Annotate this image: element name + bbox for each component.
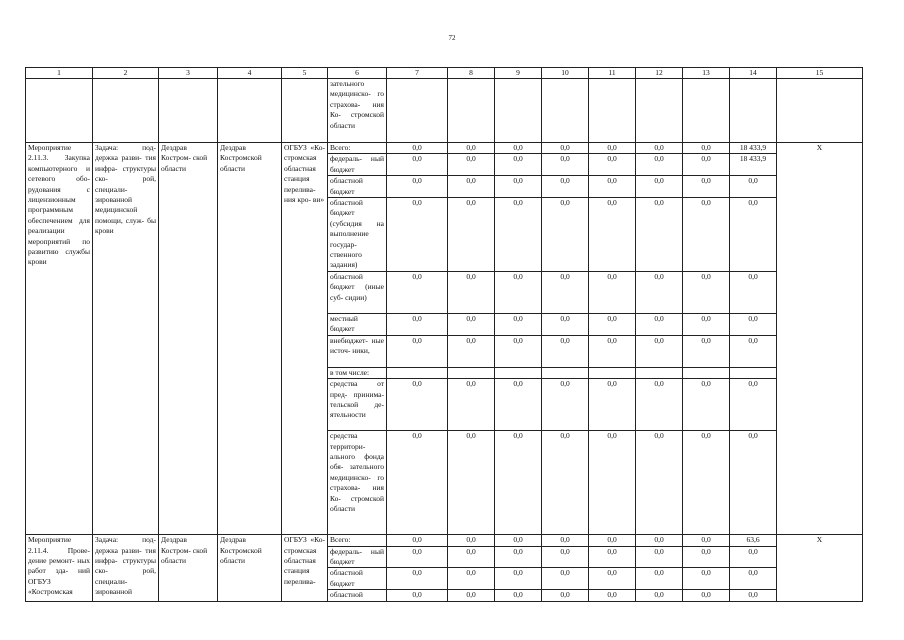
- value-cell: 0,0: [495, 546, 542, 568]
- value-cell: 0,0: [448, 535, 495, 546]
- value-cell: 0,0: [636, 176, 683, 198]
- value-cell: 0,0: [589, 143, 636, 154]
- value-cell: 0,0: [683, 590, 730, 601]
- value-cell: 0,0: [636, 546, 683, 568]
- value-cell: 0,0: [636, 198, 683, 272]
- value-cell: 0,0: [730, 431, 777, 535]
- value-cell: 0,0: [589, 335, 636, 367]
- value-cell: [730, 367, 777, 378]
- value-cell: 0,0: [589, 590, 636, 601]
- value-cell: 0,0: [636, 431, 683, 535]
- m2-col4: Дездрав Костромской области: [218, 535, 282, 601]
- header-col-6: 6: [328, 68, 387, 79]
- funding-source: местный бюджет: [328, 313, 387, 335]
- value-cell: 0,0: [495, 590, 542, 601]
- value-cell: 0,0: [387, 143, 448, 154]
- value-cell: 0,0: [495, 154, 542, 176]
- value-cell: [683, 367, 730, 378]
- value-cell: 0,0: [683, 379, 730, 431]
- value-cell: 0,0: [448, 143, 495, 154]
- value-cell: 0,0: [730, 379, 777, 431]
- funding-source: областной: [328, 590, 387, 601]
- value-cell: 0,0: [448, 590, 495, 601]
- value-cell: 0,0: [542, 546, 589, 568]
- value-cell: [448, 367, 495, 378]
- value-cell: 0,0: [683, 154, 730, 176]
- value-cell: 0,0: [589, 546, 636, 568]
- value-cell: [495, 367, 542, 378]
- funding-source: Всего:: [328, 143, 387, 154]
- value-cell: 0,0: [495, 313, 542, 335]
- continuation-row: [26, 79, 863, 143]
- value-cell: 0,0: [495, 271, 542, 313]
- value-cell: 0,0: [683, 271, 730, 313]
- value-cell: 0,0: [730, 568, 777, 590]
- value-cell: 0,0: [636, 143, 683, 154]
- header-col-7: 7: [387, 68, 448, 79]
- value-cell: 0,0: [542, 590, 589, 601]
- value-cell: 0,0: [495, 176, 542, 198]
- value-cell: 0,0: [683, 546, 730, 568]
- value-cell: 0,0: [683, 198, 730, 272]
- funding-source: федераль- ный бюджет: [328, 546, 387, 568]
- value-cell: 0,0: [495, 198, 542, 272]
- funding-source: Всего:: [328, 535, 387, 546]
- value-cell: [387, 367, 448, 378]
- funding-source: средства территори- ального фонда обя- зательного медицинско- го страхова- ния Ко- стромской области: [328, 431, 387, 535]
- value-cell: 0,0: [495, 379, 542, 431]
- header-col-12: 12: [636, 68, 683, 79]
- value-cell: 0,0: [448, 431, 495, 535]
- value-cell: 0,0: [387, 431, 448, 535]
- value-cell: 0,0: [730, 313, 777, 335]
- value-cell: 0,0: [495, 535, 542, 546]
- header-row: [26, 68, 863, 79]
- value-cell: 18 433,9: [730, 143, 777, 154]
- value-cell: 0,0: [589, 313, 636, 335]
- value-cell: 0,0: [636, 590, 683, 601]
- value-cell: 0,0: [448, 335, 495, 367]
- header-col-4: 4: [218, 68, 282, 79]
- value-cell: 0,0: [387, 198, 448, 272]
- header-col-8: 8: [448, 68, 495, 79]
- value-cell: 0,0: [448, 176, 495, 198]
- value-cell: 0,0: [636, 535, 683, 546]
- value-cell: 0,0: [387, 535, 448, 546]
- value-cell: 0,0: [730, 335, 777, 367]
- value-cell: 0,0: [542, 313, 589, 335]
- header-col-10: 10: [542, 68, 589, 79]
- value-cell: 0,0: [495, 143, 542, 154]
- value-cell: 0,0: [683, 313, 730, 335]
- m2-col1: Мероприятие 2.11.4. Прове- дение ремонт- ных работ зда- ний ОГБУЗ «Костромская: [26, 535, 93, 601]
- funding-source: федераль- ный бюджет: [328, 154, 387, 176]
- value-cell: 0,0: [636, 271, 683, 313]
- value-cell: 0,0: [387, 568, 448, 590]
- header-col-13: 13: [683, 68, 730, 79]
- header-col-2: 2: [93, 68, 159, 79]
- value-cell: 0,0: [495, 568, 542, 590]
- value-cell: [589, 367, 636, 378]
- value-cell: 0,0: [683, 535, 730, 546]
- value-cell: 0,0: [448, 271, 495, 313]
- value-cell: [636, 367, 683, 378]
- value-cell: 0,0: [542, 154, 589, 176]
- header-col-11: 11: [589, 68, 636, 79]
- value-cell: 0,0: [589, 154, 636, 176]
- value-cell: 0,0: [542, 335, 589, 367]
- value-cell: 0,0: [448, 198, 495, 272]
- value-cell: 0,0: [636, 313, 683, 335]
- value-cell: 0,0: [448, 313, 495, 335]
- value-cell: 0,0: [542, 431, 589, 535]
- m2-col5: ОГБУЗ «Ко- стромская областная станция перелива-: [282, 535, 328, 601]
- value-cell: 0,0: [730, 198, 777, 272]
- value-cell: 0,0: [542, 176, 589, 198]
- value-cell: 0,0: [387, 271, 448, 313]
- m1-col2: Задача: под- держка разви- тия инфра- структуры ско- рой, специали- зированной медицинской помощи, служ- бы крови: [93, 143, 159, 535]
- header-col-5: 5: [282, 68, 328, 79]
- value-cell: 0,0: [730, 590, 777, 601]
- funding-source: областной бюджет: [328, 176, 387, 198]
- funding-source: областной бюджет: [328, 568, 387, 590]
- value-cell: 0,0: [683, 143, 730, 154]
- value-cell: 0,0: [589, 379, 636, 431]
- header-col-9: 9: [495, 68, 542, 79]
- value-cell: 0,0: [730, 546, 777, 568]
- m1-col15: X: [777, 143, 863, 535]
- value-cell: 0,0: [387, 176, 448, 198]
- budget-table: [25, 67, 863, 602]
- page-number: 72: [448, 34, 456, 42]
- value-cell: 0,0: [589, 535, 636, 546]
- value-cell: 0,0: [387, 335, 448, 367]
- value-cell: 0,0: [589, 568, 636, 590]
- value-cell: 0,0: [542, 379, 589, 431]
- value-cell: 0,0: [683, 335, 730, 367]
- value-cell: 0,0: [387, 154, 448, 176]
- value-cell: 0,0: [448, 379, 495, 431]
- header-col-15: 15: [777, 68, 863, 79]
- value-cell: 0,0: [589, 198, 636, 272]
- value-cell: 0,0: [589, 271, 636, 313]
- value-cell: 63,6: [730, 535, 777, 546]
- value-cell: 18 433,9: [730, 154, 777, 176]
- value-cell: 0,0: [589, 431, 636, 535]
- funding-source: внебюджет- ные источ- ники,: [328, 335, 387, 367]
- table-row: [26, 143, 863, 154]
- value-cell: 0,0: [448, 546, 495, 568]
- value-cell: 0,0: [542, 271, 589, 313]
- value-cell: 0,0: [495, 335, 542, 367]
- funding-source: средства от пред- принима- тельской де- ятельности: [328, 379, 387, 431]
- m1-col3: Дездрав Костром- ской области: [159, 143, 218, 535]
- value-cell: 0,0: [542, 568, 589, 590]
- value-cell: 0,0: [589, 176, 636, 198]
- funding-source: областной бюджет (субсидия на выполнение государ- ственного задания): [328, 198, 387, 272]
- value-cell: 0,0: [636, 335, 683, 367]
- funding-source: областной бюджет (иные суб- сидии): [328, 271, 387, 313]
- value-cell: 0,0: [636, 568, 683, 590]
- m2-col3: Дездрав Костром- ской области: [159, 535, 218, 601]
- m2-col2: Задача: под- держка разви- тия инфра- структуры ско- рой, специали- зированной: [93, 535, 159, 601]
- value-cell: 0,0: [448, 568, 495, 590]
- value-cell: 0,0: [636, 154, 683, 176]
- value-cell: 0,0: [387, 590, 448, 601]
- header-col-3: 3: [159, 68, 218, 79]
- value-cell: 0,0: [387, 379, 448, 431]
- value-cell: 0,0: [683, 176, 730, 198]
- m1-col4: Дездрав Костромской области: [218, 143, 282, 535]
- value-cell: 0,0: [730, 271, 777, 313]
- m1-col5: ОГБУЗ «Ко- стромская областная станция перелива- ния кро- ви»: [282, 143, 328, 535]
- m2-col15: X: [777, 535, 863, 601]
- value-cell: 0,0: [387, 546, 448, 568]
- value-cell: 0,0: [636, 379, 683, 431]
- table-row: [26, 535, 863, 546]
- funding-source: в том числе:: [328, 367, 387, 378]
- header-col-1: 1: [26, 68, 93, 79]
- header-col-14: 14: [730, 68, 777, 79]
- m1-col1: Мероприятие 2.11.3. Закупка компьютерного и сетевого обо- рудования с лицензионным программным обеспечением для реализации мероприятий по развитию службы крови: [26, 143, 93, 535]
- value-cell: 0,0: [495, 431, 542, 535]
- value-cell: 0,0: [542, 143, 589, 154]
- value-cell: 0,0: [542, 535, 589, 546]
- value-cell: [542, 367, 589, 378]
- value-cell: 0,0: [448, 154, 495, 176]
- source-cell: зательного медицинско- го страхова- ния Ко- стромской области: [328, 79, 387, 143]
- value-cell: 0,0: [683, 568, 730, 590]
- value-cell: 0,0: [387, 313, 448, 335]
- value-cell: 0,0: [542, 198, 589, 272]
- value-cell: 0,0: [730, 176, 777, 198]
- value-cell: 0,0: [683, 431, 730, 535]
